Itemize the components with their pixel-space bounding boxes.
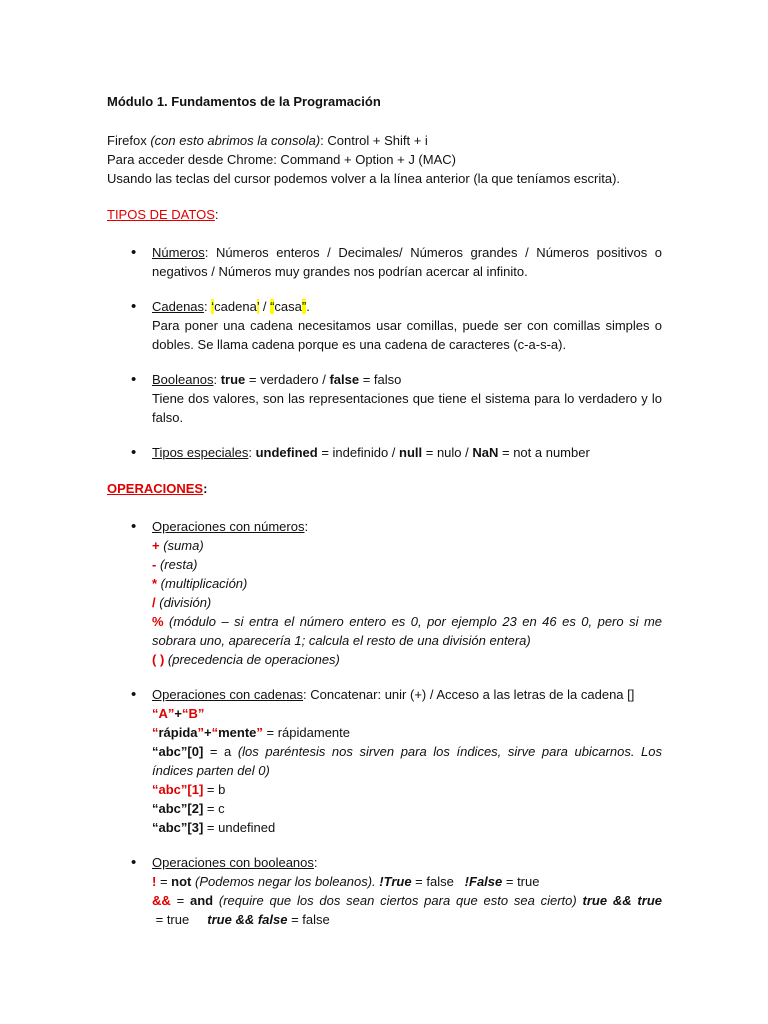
not-note: (Podemos negar los boleanos). — [191, 874, 380, 889]
true-keyword: true — [220, 372, 246, 387]
op-numeros-head — [152, 517, 662, 536]
and-true-result: = true — [152, 912, 208, 927]
undefined-keyword: undefined — [255, 445, 318, 460]
index-expr: “abc”[3] — [152, 820, 204, 835]
cadena-word: cadena — [214, 299, 257, 314]
plus-symbol: + — [152, 538, 160, 553]
cadenas-desc: Para poner una cadena necesitamos usar comillas, puede ser con comillas simples o dobles. Se llama cadena porque es una cadena de caracteres (c-a-s-a). — [152, 318, 662, 352]
and-true-expr: true && true — [582, 893, 662, 908]
index-expr: “abc”[1] — [152, 782, 204, 797]
quote-mark: “ — [211, 725, 219, 740]
numeros-label: Números — [152, 245, 205, 260]
document-title: Módulo 1. Fundamentos de la Programación — [107, 94, 381, 109]
operaciones-heading-text: OPERACIONES — [107, 481, 204, 496]
cursor-line: Usando las teclas del cursor podemos volver a la línea anterior (la que teníamos escrita). — [107, 171, 621, 186]
tipos-list — [107, 243, 662, 462]
equals: = — [156, 874, 172, 889]
string-a: “A” — [152, 706, 175, 721]
resta-text: (resta) — [156, 557, 198, 572]
concat-example-ab — [152, 704, 662, 723]
index-result: = a — [203, 744, 238, 759]
casa-word: casa — [274, 299, 302, 314]
concat-example-rapida — [152, 723, 662, 742]
booleanos-label: Booleanos — [152, 372, 214, 387]
list-item-op-cadenas — [107, 685, 662, 837]
not-true-expr: !True — [379, 874, 412, 889]
concat-result: = rápidamente — [262, 725, 350, 740]
booleanos-mid: = verdadero / — [245, 372, 330, 387]
suma-text: (suma) — [159, 538, 204, 553]
index-result: = undefined — [203, 820, 276, 835]
div-text: (división) — [155, 595, 212, 610]
string-b: “B” — [181, 706, 205, 721]
quote-mark: “ — [152, 725, 159, 740]
firefox-note: (con esto abrimos la consola) — [150, 133, 321, 148]
index-result: = b — [203, 782, 226, 797]
asterisk-symbol: * — [152, 576, 158, 591]
op-cadenas-text: : Concatenar: unir (+) / Acceso a las letras de la cadena [] — [303, 687, 635, 702]
highlight-quote: “ — [270, 299, 275, 314]
mult-text: (multiplicación) — [157, 576, 248, 591]
list-item-op-booleanos — [107, 853, 662, 929]
highlight-quote: ’ — [256, 299, 260, 314]
false-keyword: false — [329, 372, 360, 387]
tipos-heading-colon: : — [214, 207, 219, 222]
op-resta — [152, 555, 662, 574]
booleanos-desc: Tiene dos valores, son las representaciones que tiene el sistema para lo verdadero y lo falso. — [152, 391, 662, 425]
firefox-shortcut: : Control + Shift + i — [320, 133, 428, 148]
cadenas-line — [152, 297, 662, 316]
booleanos-end: = falso — [359, 372, 402, 387]
percent-symbol: % — [152, 614, 164, 629]
equals: = — [170, 893, 190, 908]
op-par — [152, 650, 662, 669]
not-symbol: ! — [152, 874, 157, 889]
plus-operator: + — [204, 725, 212, 740]
and-note: (require que los dos sean ciertos para que esto sea cierto) — [213, 893, 583, 908]
cadenas-label: Cadenas — [152, 299, 205, 314]
list-item-cadenas — [107, 297, 662, 354]
cadenas-period: . — [306, 299, 310, 314]
par-text: (precedencia de operaciones) — [164, 652, 340, 667]
plus-operator: + — [174, 706, 182, 721]
and-word: and — [189, 893, 214, 908]
op-cadenas-label: Operaciones con cadenas — [152, 687, 304, 702]
not-word: not — [171, 874, 192, 889]
firefox-label: Firefox — [107, 133, 151, 148]
not-true-result: = false — [411, 874, 465, 889]
chrome-line: Para acceder desde Chrome: Command + Option + J (MAC) — [107, 152, 456, 167]
tipos-heading — [107, 205, 662, 224]
not-example — [152, 872, 662, 891]
op-div — [152, 593, 662, 612]
and-false-expr: true && false — [207, 912, 288, 927]
slash-symbol: / — [152, 595, 156, 610]
nan-keyword: NaN — [472, 445, 499, 460]
list-item-booleanos — [107, 370, 662, 427]
document-content — [107, 92, 662, 944]
booleanos-colon: : — [213, 372, 221, 387]
quote-mark: ” — [256, 725, 263, 740]
list-item-especiales — [107, 443, 662, 462]
firefox-line — [107, 131, 662, 150]
nan-text: = not a number — [498, 445, 590, 460]
minus-symbol: - — [152, 557, 157, 572]
operaciones-heading — [107, 479, 662, 498]
list-item-numeros — [107, 243, 662, 281]
intro-block — [107, 131, 662, 188]
and-symbol: && — [152, 893, 171, 908]
op-mod — [152, 612, 662, 650]
op-cadenas-head — [152, 685, 662, 704]
op-suma — [152, 536, 662, 555]
op-mult — [152, 574, 662, 593]
and-example — [152, 891, 662, 929]
undefined-text: = indefinido / — [317, 445, 400, 460]
op-numeros-colon: : — [304, 519, 309, 534]
word-rapida: rápida — [158, 725, 198, 740]
cadenas-sep: : — [204, 299, 212, 314]
index-expr: “abc”[2] — [152, 801, 204, 816]
especiales-label: Tipos especiales — [152, 445, 249, 460]
highlight-quote: ‘ — [211, 299, 215, 314]
null-keyword: null — [399, 445, 423, 460]
index-expr: “abc”[0] — [152, 744, 204, 759]
index-result: = c — [203, 801, 225, 816]
booleanos-line — [152, 370, 662, 389]
operaciones-heading-colon: : — [203, 481, 208, 496]
list-item-op-numeros — [107, 517, 662, 669]
parens-symbol: ( ) — [152, 652, 165, 667]
op-numeros-label: Operaciones con números — [152, 519, 305, 534]
null-text: = nulo / — [422, 445, 473, 460]
index-example-2 — [152, 799, 662, 818]
word-mente: mente — [218, 725, 257, 740]
not-false-expr: !False — [464, 874, 503, 889]
highlight-quote: ” — [301, 299, 307, 314]
index-example-0 — [152, 742, 662, 780]
operaciones-list — [107, 517, 662, 929]
numeros-text: : Números enteros / Decimales/ Números grandes / Números positivos o negativos / Números muy grandes nos podrían acercar al infinito. — [152, 245, 662, 279]
tipos-heading-text: TIPOS DE DATOS — [107, 207, 215, 222]
not-false-result: = true — [502, 874, 540, 889]
especiales-colon: : — [248, 445, 256, 460]
op-booleanos-head — [152, 853, 662, 872]
mod-text: (módulo – si entra el número entero es 0, por ejemplo 23 en 46 es 0, pero si me sobrara uno, aparecería 1; calcula el resto de una división entera) — [152, 614, 662, 648]
and-false-result: = false — [287, 912, 330, 927]
index-example-3 — [152, 818, 662, 837]
cadenas-slash: / — [259, 299, 271, 314]
op-booleanos-label: Operaciones con booleanos — [152, 855, 314, 870]
quote-mark: ” — [197, 725, 205, 740]
index-example-1 — [152, 780, 662, 799]
op-booleanos-colon: : — [313, 855, 318, 870]
index-note: (los paréntesis nos sirven para los índices, sirve para ubicarnos. Los índices parten del 0) — [152, 744, 662, 778]
